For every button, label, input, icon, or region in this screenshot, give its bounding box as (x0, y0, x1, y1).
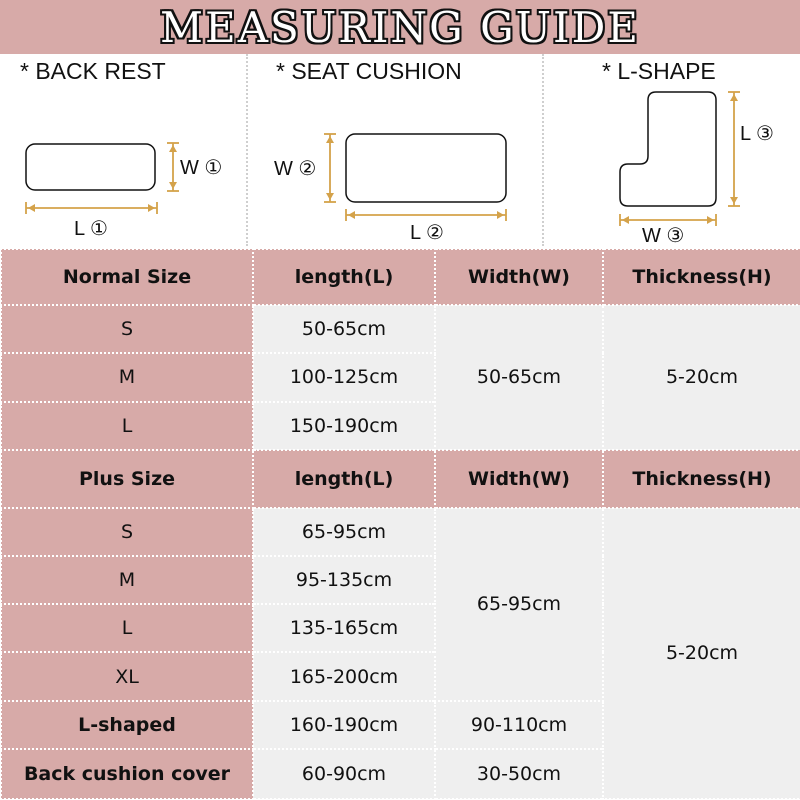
size-cell: L (1, 402, 253, 450)
size-cell: S (1, 305, 253, 353)
seat-cushion-shape (346, 134, 506, 202)
length-cell: 135-165cm (253, 604, 435, 652)
size-cell: Back cushion cover (1, 749, 253, 799)
seat-cushion-width-label: W ② (274, 158, 317, 180)
l-shape-width-label: W ③ (642, 225, 685, 246)
length-cell: 50-65cm (253, 305, 435, 353)
table-row (1, 305, 800, 353)
back-rest-panel (0, 54, 244, 246)
l-shape-label: * L-SHAPE (602, 58, 716, 84)
plus-size-header: Plus Size (1, 450, 253, 508)
width-cell: 90-110cm (435, 701, 603, 749)
length-cell: 65-95cm (253, 508, 435, 556)
length-cell: 160-190cm (253, 701, 435, 749)
width-cell: 65-95cm (435, 508, 603, 701)
back-rest-shape (26, 144, 155, 190)
back-rest-width-line (167, 143, 179, 191)
thickness-cell: 5-20cm (603, 305, 800, 450)
diagram-area (0, 54, 800, 246)
normal-width-header: Width(W) (435, 249, 603, 305)
plus-size-header-row (1, 450, 800, 508)
plus-width-header: Width(W) (435, 450, 603, 508)
size-cell: S (1, 508, 253, 556)
normal-size-header-row (1, 249, 800, 305)
page-title: MEASURING GUIDE (160, 2, 640, 52)
size-cell: M (1, 353, 253, 401)
length-cell: 150-190cm (253, 402, 435, 450)
size-cell: M (1, 556, 253, 604)
seat-cushion-diagram (248, 54, 542, 246)
back-rest-diagram (0, 54, 244, 246)
l-shape-outline (620, 92, 716, 206)
l-shape-diagram (544, 54, 800, 246)
plus-length-header: length(L) (253, 450, 435, 508)
seat-cushion-width-line (324, 134, 336, 202)
back-rest-length-label: L ① (74, 218, 108, 240)
plus-thickness-header: Thickness(H) (603, 450, 800, 508)
normal-size-header: Normal Size (1, 249, 253, 305)
seat-cushion-label: * SEAT CUSHION (276, 58, 462, 84)
normal-length-header: length(L) (253, 249, 435, 305)
l-shape-length-line (728, 92, 740, 206)
l-shape-length-label: L ③ (740, 123, 774, 145)
width-cell: 50-65cm (435, 305, 603, 450)
back-rest-label: * BACK REST (20, 58, 166, 84)
size-table (0, 248, 800, 800)
seat-cushion-panel (246, 54, 540, 246)
seat-cushion-length-line (346, 209, 506, 221)
l-shape-panel (542, 54, 800, 246)
back-rest-width-label: W ① (180, 157, 223, 179)
table-row (1, 508, 800, 556)
normal-thickness-header: Thickness(H) (603, 249, 800, 305)
size-cell: L-shaped (1, 701, 253, 749)
length-cell: 60-90cm (253, 749, 435, 799)
length-cell: 95-135cm (253, 556, 435, 604)
back-rest-length-line (26, 202, 157, 214)
thickness-cell: 5-20cm (603, 508, 800, 799)
width-cell: 30-50cm (435, 749, 603, 799)
seat-cushion-length-label: L ② (410, 222, 444, 244)
length-cell: 100-125cm (253, 353, 435, 401)
size-cell: L (1, 604, 253, 652)
length-cell: 165-200cm (253, 652, 435, 700)
title-banner (0, 0, 800, 54)
size-cell: XL (1, 652, 253, 700)
